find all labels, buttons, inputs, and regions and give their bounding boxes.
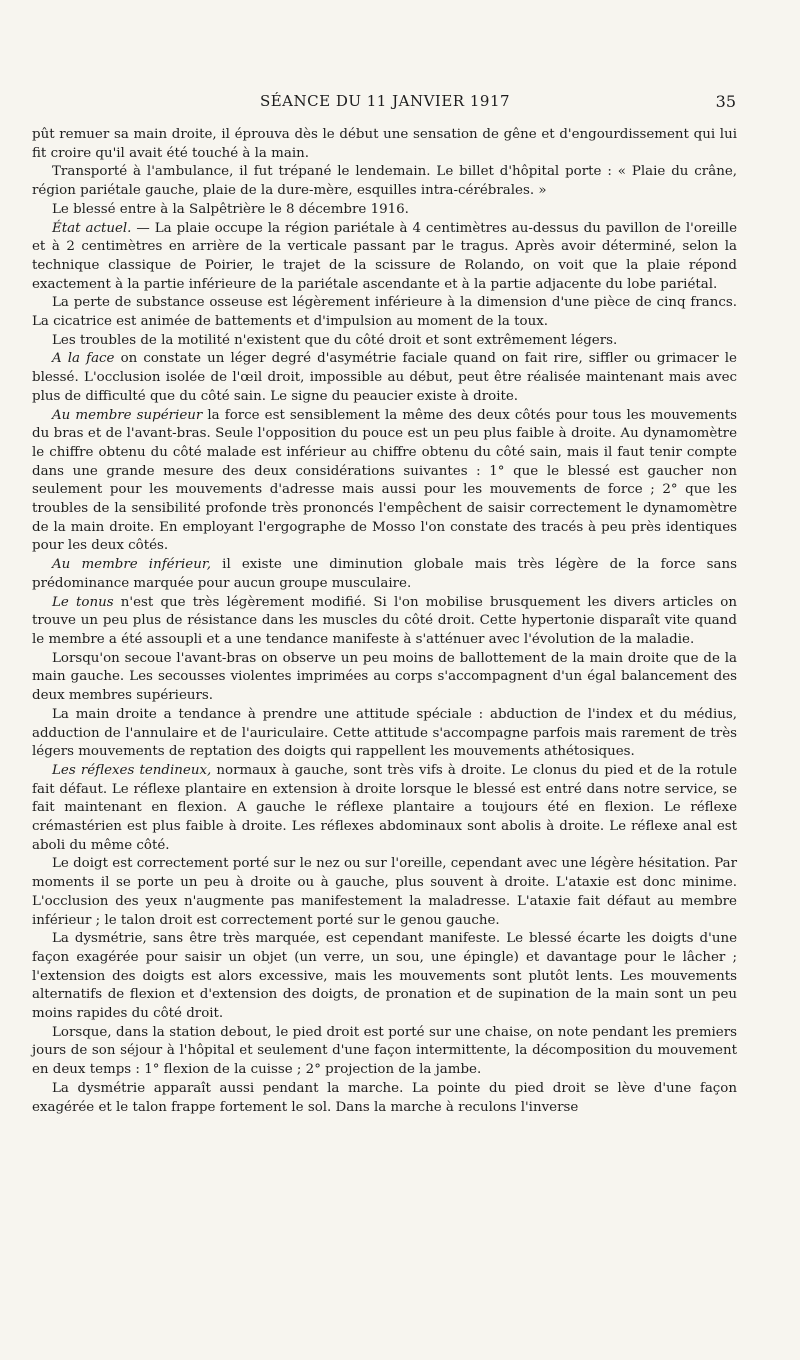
paragraph-text: n'est que très légèrement modifié. Si l'on mobilise brusquement les divers articles on trouve un peu plus de résistance dans les muscles du côté droit. Cette hypertonie disparaît vite quand le membre a été assoupli et a une tendance manifeste à s'atténuer avec l'évolution de la maladie.	[32, 594, 737, 647]
paragraph-lead: Les réflexes tendineux,	[52, 762, 212, 778]
paragraph-17	[32, 1080, 737, 1117]
paragraph-text: normaux à gauche, sont très vifs à droite. Le clonus du pied et de la rotule fait défaut. Le réflexe plantaire en extension à droite lorsque le blessé est entré dans notre service, se fait maintenant en flexion. A gauche le réflexe plantaire a toujours été en flexion. Le réflexe crémastérien est plus faible à droite. Les réflexes abdominaux sont abolis à droite. Le réflexe anal est aboli du même côté.	[32, 762, 737, 853]
body-text	[32, 126, 737, 1117]
paragraph-text: La dysmétrie apparaît aussi pendant la marche. La pointe du pied droit se lève d'une façon exagérée et le talon frappe fortement le sol. Dans la marche à reculons l'inverse	[32, 1080, 737, 1115]
paragraph-3	[32, 201, 737, 220]
paragraph-text: Le doigt est correctement porté sur le nez ou sur l'oreille, cependant avec une légère hésitation. Par moments il se porte un peu à droite ou à gauche, plus souvent à droite. L'ataxie est donc minime. L'occlusion des yeux n'augmente pas manifestement la maladresse. L'ataxie fait défaut au membre inférieur ; le talon droit est correctement porté sur le genou gauche.	[32, 856, 737, 928]
paragraph-lead: Le tonus	[52, 594, 114, 610]
paragraph-text: Le blessé entre à la Salpêtrière le 8 décembre 1916.	[52, 201, 409, 217]
paragraph-12	[32, 706, 737, 762]
paragraph-text: La perte de substance osseuse est légèrement inférieure à la dimension d'une pièce de cinq francs. La cicatrice est animée de battements et d'impulsion au moment de la toux.	[32, 295, 737, 330]
paragraph-7	[32, 350, 737, 406]
paragraph-text: — La plaie occupe la région pariétale à 4 centimètres au-dessus du pavillon de l'oreille et à 2 centimètres en arrière de la verticale passant par le tragus. Après avoir déterminé, selon la technique classique de Poirier, le trajet de la scissure de Rolando, on voit que la plaie répond exactement à la partie inférieure de la pariétale ascendante et à la partie adjacente du lobe pariétal.	[32, 220, 737, 292]
paragraph-1	[32, 126, 737, 163]
paragraph-10	[32, 594, 737, 650]
paragraph-text: La dysmétrie, sans être très marquée, est cependant manifeste. Le blessé écarte les doigts d'une façon exagérée pour saisir un objet (un verre, un sou, une épingle) et davantage pour le lâcher ; l'extension des doigts est alors excessive, mais les mouvements sont plutôt lents. Les mouvements alternatifs de flexion et d'extension des doigts, de pronation et de supination de la main sont un peu moins rapides du côté droit.	[32, 931, 737, 1022]
running-title: SÉANCE DU 11 JANVIER 1917	[259, 92, 511, 110]
paragraph-lead: Au membre inférieur,	[52, 557, 212, 573]
paragraph-lead: A la face	[52, 351, 115, 367]
paragraph-6	[32, 332, 737, 351]
paragraph-text: il existe une diminution globale mais très légère de la force sans prédominance marquée pour aucun groupe musculaire.	[32, 557, 737, 591]
paragraph-text: Lorsque, dans la station debout, le pied droit est porté sur une chaise, on note pendant les premiers jours de son séjour à l'hôpital et seulement d'une façon intermittente, la décomposition du mouvement en deux temps : 1° flexion de la cuisse ; 2° projection de la jambe.	[32, 1024, 737, 1078]
paragraph-11	[32, 650, 737, 706]
paragraph-text: on constate un léger degré d'asymétrie faciale quand on fait rire, siffler ou grimacer le blessé. L'occlusion isolée de l'œil droit, impossible au début, peut être réalisée maintenant mais avec plus de difficulté que du côté sain. Le signe du peaucier existe à droite.	[32, 351, 737, 404]
paragraph-8	[32, 407, 737, 557]
paragraph-text: la force est sensiblement la même des deux côtés pour tous les mouvements du bras et de l'avant-bras. Seule l'opposition du pouce est un peu plus faible à droite. Au dynamomètre le chiffre obtenu du côté malade est inférieur au chiffre obtenu du côté sain, mais il faut tenir compte dans une grande mesure des deux considérations suivantes : 1° que le blessé est gaucher non seulement pour les mouvements d'adresse mais aussi pour les mouvements de force ; 2° que les troubles de la sensibilité profonde très prononcés l'empêchent de saisir correctement le dynamomètre de la main droite. En employant l'ergographe de Mosso l'on constate des tracés à peu près identiques pour les deux côtés.	[32, 407, 737, 554]
paragraph-14	[32, 855, 737, 930]
paragraph-5	[32, 294, 737, 331]
paragraph-lead: État actuel.	[52, 220, 132, 236]
paragraph-16	[32, 1024, 737, 1080]
paragraph-text: pût remuer sa main droite, il éprouva dès le début une sensation de gêne et d'engourdissement qui lui fit croire qu'il avait été touché à la main.	[32, 127, 737, 161]
paragraph-9	[32, 556, 737, 593]
paragraph-15	[32, 930, 737, 1024]
paragraph-text: Transporté à l'ambulance, il fut trépané le lendemain. Le billet d'hôpital porte : « Plaie du crâne, région pariétale gauche, plaie de la dure-mère, esquilles intra-cérébrales. »	[32, 164, 737, 199]
paragraph-2	[32, 163, 737, 200]
paragraph-13	[32, 762, 737, 856]
paragraph-lead: Au membre supérieur	[52, 407, 203, 423]
paragraph-4	[32, 220, 737, 295]
paragraph-text: La main droite a tendance à prendre une attitude spéciale : abduction de l'index et du médius, adduction de l'annulaire et de l'auriculaire. Cette attitude s'accompagne parfois mais rarement de très légers mouvements de reptation des doigts qui rappellent les mouvements athétosiques.	[32, 706, 737, 760]
paragraph-text: Lorsqu'on secoue l'avant-bras on observe un peu moins de ballottement de la main droite que de la main gauche. Les secousses violentes imprimées au corps s'accompagnent d'un égal balancement des deux membres supérieurs.	[32, 650, 737, 704]
running-header	[34, 92, 736, 118]
paragraph-text: Les troubles de la motilité n'existent que du côté droit et sont extrêmement légers.	[52, 332, 618, 348]
page-number: 35	[715, 92, 736, 111]
